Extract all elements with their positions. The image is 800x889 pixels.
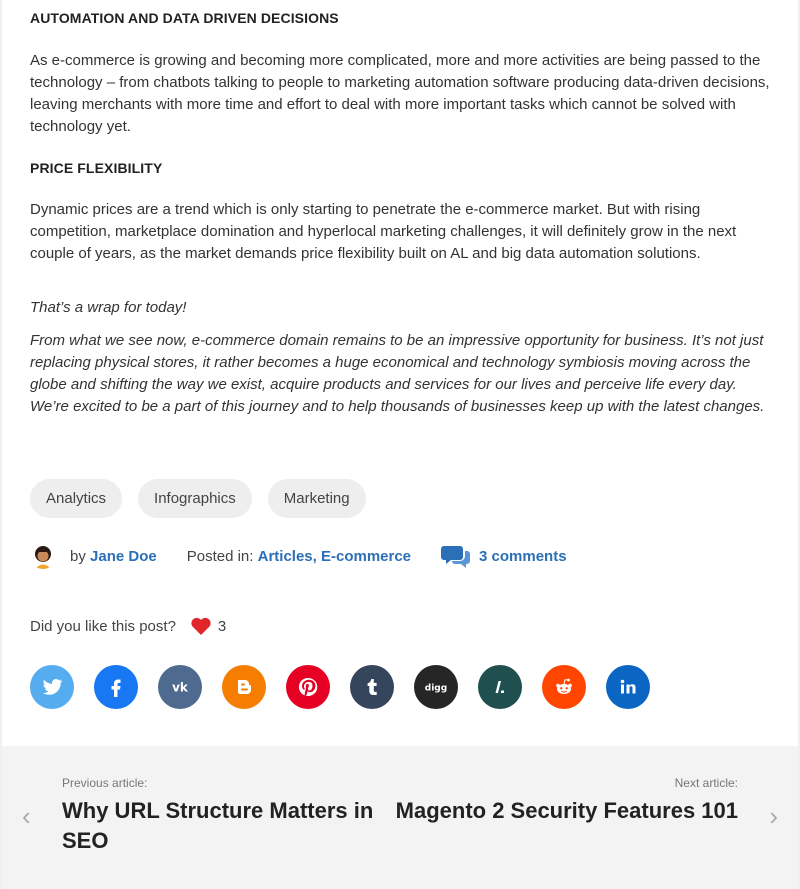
previous-article-link[interactable]	[62, 776, 412, 856]
social-share-bar	[30, 665, 650, 709]
tag-infographics[interactable]: Infographics	[138, 479, 252, 518]
post-meta	[30, 541, 567, 571]
chevron-right-icon[interactable]: ›	[769, 801, 778, 831]
paragraph-price-flexibility: Dynamic prices are a trend which is only starting to penetrate the e-commerce market. But with rising competition, marketplace domination and hyperlocal marketing challenges, it will definitely grow in the next couple of years, as the market demands price flexibility built on AL and big data automation solutions.	[30, 201, 737, 262]
tag-list	[30, 479, 366, 518]
instapaper-icon[interactable]	[478, 665, 522, 709]
like-question: Did you like this post?	[30, 617, 176, 635]
next-article-link[interactable]	[388, 776, 738, 826]
by-prefix: by	[70, 547, 86, 565]
chevron-left-icon[interactable]: ‹	[22, 801, 31, 831]
like-count: 3	[217, 617, 227, 635]
twitter-icon[interactable]	[30, 665, 74, 709]
svg-text:vk: vk	[172, 680, 188, 695]
like-section	[30, 616, 226, 636]
author-link[interactable]: Jane Doe	[90, 547, 157, 565]
author-avatar[interactable]	[30, 543, 56, 569]
category-links[interactable]: Articles, E-commerce	[257, 547, 412, 565]
next-article-title[interactable]: Magento 2 Security Features 101	[395, 798, 738, 823]
closing-paragraph: From what we see now, e-commerce domain remains to be an impressive opportunity for business. It’s not just replacing physical stores, it rather becomes a huge economical and technology symbiosis moving across the globe and shifting the way we exist, acquire products and services for our lives and perceive life every day. We’re excited to be a part of this journey and to help thousands of businesses keep up with the latest changes.	[30, 332, 765, 415]
linkedin-icon[interactable]	[606, 665, 650, 709]
vk-icon[interactable]	[158, 665, 202, 709]
previous-article-title[interactable]: Why URL Structure Matters in SEO	[62, 798, 374, 853]
heading-price-flexibility: PRICE FLEXIBILITY	[30, 160, 163, 176]
tag-marketing[interactable]: Marketing	[268, 479, 366, 518]
article-card	[2, 0, 798, 746]
blogger-icon[interactable]	[222, 665, 266, 709]
facebook-icon[interactable]	[94, 665, 138, 709]
previous-article-label: Previous article:	[62, 776, 148, 790]
wrap-text: That’s a wrap for today!	[30, 299, 187, 316]
tumblr-icon[interactable]	[350, 665, 394, 709]
article-navigation	[2, 746, 798, 889]
pinterest-icon[interactable]	[286, 665, 330, 709]
paragraph-automation: As e-commerce is growing and becoming more complicated, more and more activities are being passed to the technology – from chatbots talking to people to marketing automation software producing data-driven decisions, leaving merchants with more time and effort to deal with more important tasks which cannot be solved with technology yet.	[30, 52, 770, 135]
comments-link[interactable]: 3 comments	[479, 547, 567, 565]
next-article-label: Next article:	[674, 776, 738, 790]
heading-automation: AUTOMATION AND DATA DRIVEN DECISIONS	[30, 10, 339, 26]
reddit-icon[interactable]	[542, 665, 586, 709]
tag-analytics[interactable]: Analytics	[30, 479, 122, 518]
comments-icon[interactable]	[441, 543, 471, 569]
svg-text:digg: digg	[424, 683, 448, 694]
heart-icon[interactable]	[190, 616, 212, 636]
digg-icon[interactable]	[414, 665, 458, 709]
posted-in-label: Posted in:	[186, 547, 254, 565]
